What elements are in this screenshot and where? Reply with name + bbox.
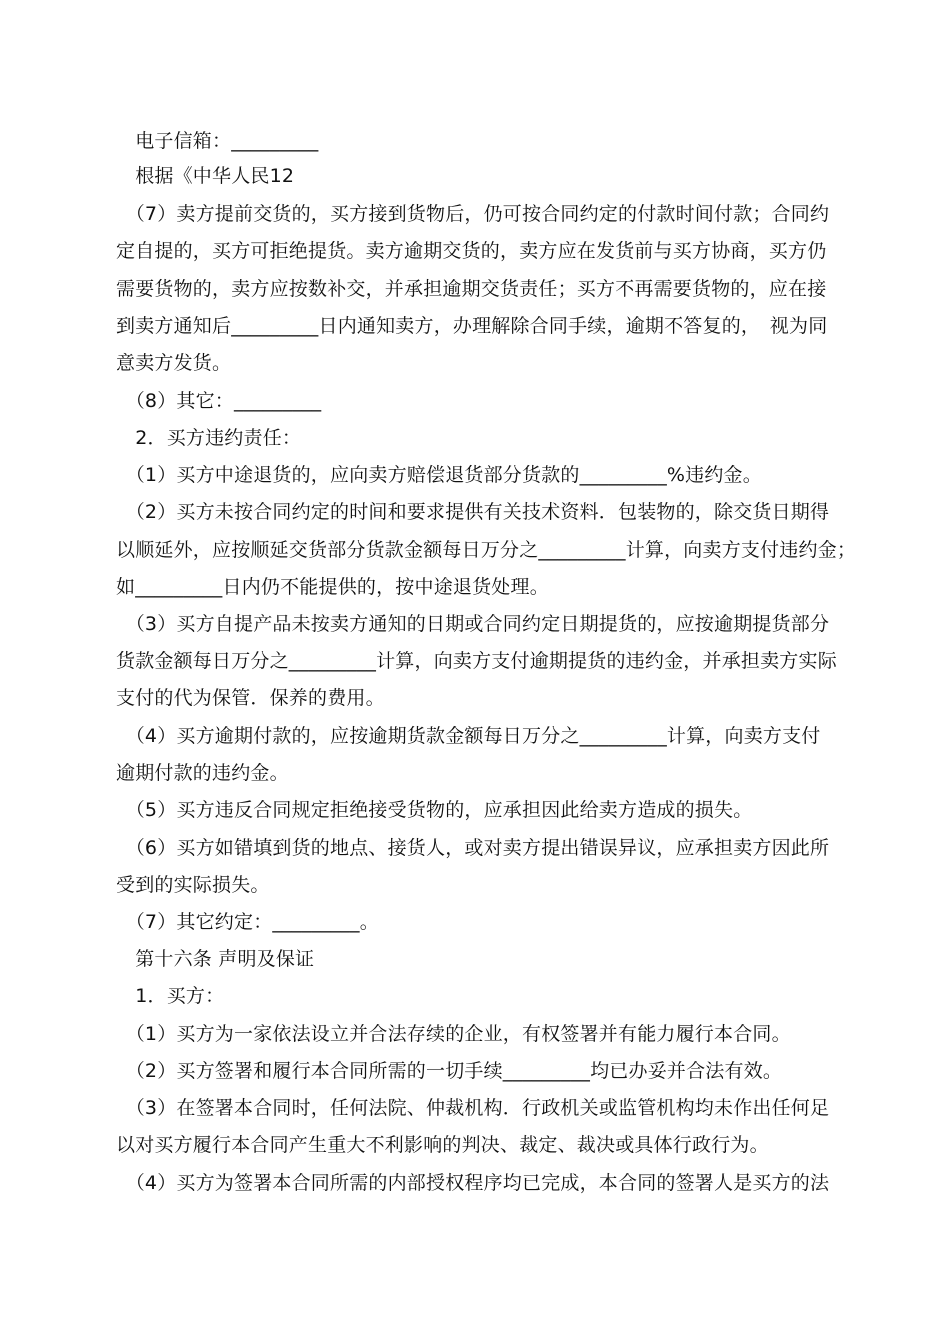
section-heading: 第十六条 声明及保证 — [116, 948, 315, 970]
text-line: （4）买方为签署本合同所需的内部授权程序均已完成，本合同的签署人是买方的法 — [116, 1172, 830, 1194]
text-line: （3）买方自提产品未按卖方通知的日期或合同约定日期提货的，应按逾期提货部分 — [116, 613, 830, 635]
text-line: 货款金额每日万分之_________计算，向卖方支付逾期提货的违约金，并承担卖方实际 — [116, 650, 837, 672]
text-line: 以顺延外，应按顺延交货部分货款金额每日万分之_________计算，向卖方支付违约金； — [116, 539, 857, 561]
text-line: 2．买方违约责任： — [116, 427, 302, 449]
text-line: 1．买方： — [116, 985, 225, 1007]
text-line: 支付的代为保管．保养的费用。 — [116, 687, 385, 709]
text-line: （1）买方为一家依法设立并合法存续的企业，有权签署并有能力履行本合同。 — [116, 1023, 791, 1045]
text-line: （7）卖方提前交货的，买方接到货物后，仍可按合同约定的付款时间付款；合同约 — [116, 203, 830, 225]
text-line: （1）买方中途退货的，应向卖方赔偿退货部分货款的_________%违约金。 — [116, 464, 762, 486]
text-line: 根据《中华人民12 — [116, 165, 295, 187]
text-line: 如_________日内仍不能提供的，按中途退货处理。 — [116, 576, 549, 598]
text-line: 意卖方发货。 — [116, 352, 232, 374]
text-line: （2）买方签署和履行本合同所需的一切手续_________均已办妥并合法有效。 — [116, 1060, 783, 1082]
text-line: 电子信箱：_________ — [116, 130, 319, 152]
text-line: 定自提的，买方可拒绝提货。卖方逾期交货的，卖方应在发货前与买方协商，买方仍 — [116, 240, 827, 262]
text-line: 以对买方履行本合同产生重大不利影响的判决、裁定、裁决或具体行政行为。 — [116, 1134, 769, 1156]
text-line: （2）买方未按合同约定的时间和要求提供有关技术资料．包装物的，除交货日期得 — [116, 501, 830, 523]
text-line: （7）其它约定：_________。 — [116, 911, 379, 933]
text-line: （3）在签署本合同时，任何法院、仲裁机构．行政机关或监管机构均未作出任何足 — [116, 1097, 830, 1119]
text-line: 受到的实际损失。 — [116, 874, 270, 896]
text-line: 逾期付款的违约金。 — [116, 762, 289, 784]
text-line: 到卖方通知后_________日内通知卖方，办理解除合同手续，逾期不答复的， 视为同 — [116, 315, 828, 337]
text-line: （5）买方违反合同规定拒绝接受货物的，应承担因此给卖方造成的损失。 — [116, 799, 753, 821]
text-line: （8）其它：_________ — [116, 390, 322, 412]
text-line: 需要货物的，卖方应按数补交，并承担逾期交货责任；买方不再需要货物的，应在接 — [116, 278, 827, 300]
text-line: （4）买方逾期付款的，应按逾期货款金额每日万分之_________计算，向卖方支付 — [116, 725, 821, 747]
text-line: （6）买方如错填到货的地点、接货人，或对卖方提出错误异议，应承担卖方因此所 — [116, 837, 830, 859]
